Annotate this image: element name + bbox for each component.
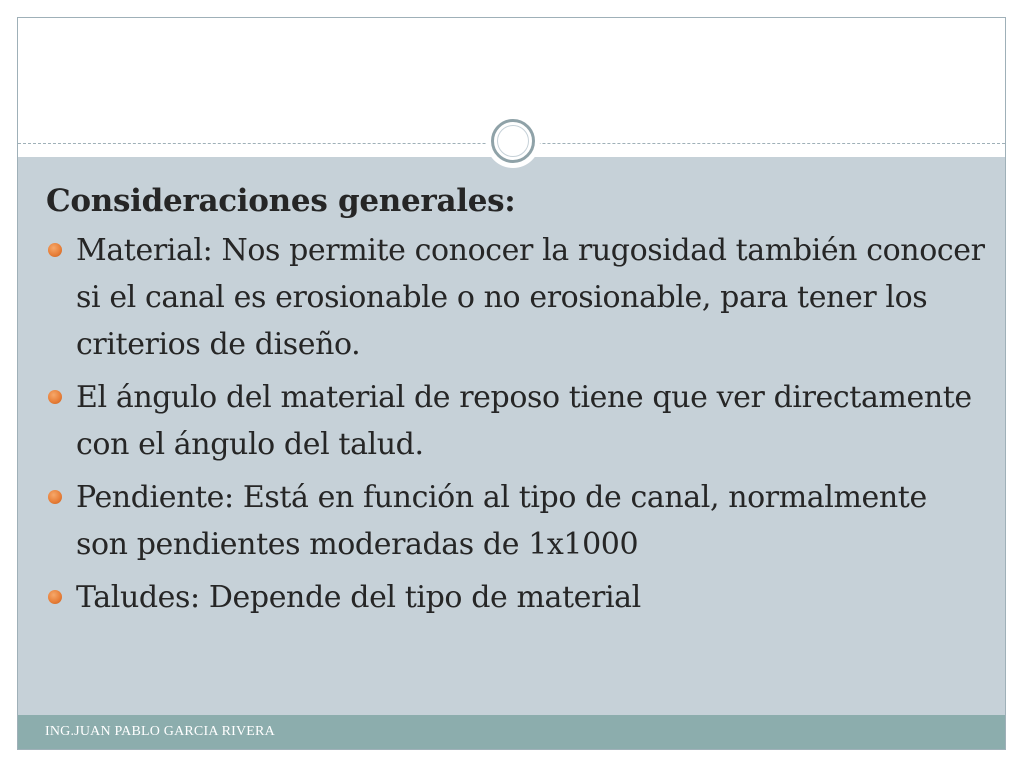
circle-ornament-icon <box>486 114 540 168</box>
bullet-item <box>46 374 986 468</box>
bullet-text: Material: Nos permite conocer la rugosidad también conocer si el canal es erosionable o no erosionable, para tener los criterios de diseño. <box>76 233 985 362</box>
bullet-item <box>46 474 986 568</box>
slide-heading: Consideraciones generales: <box>46 183 516 219</box>
bullet-text: Pendiente: Está en función al tipo de canal, normalmente son pendientes moderadas de 1x1000 <box>76 480 927 562</box>
ornament-ring <box>491 119 535 163</box>
slide-body <box>46 181 986 627</box>
bullet-list <box>46 227 986 621</box>
bullet-text: El ángulo del material de reposo tiene que ver directamente con el ángulo del talud. <box>76 380 972 462</box>
bullet-item <box>46 574 986 621</box>
bullet-item <box>46 227 986 368</box>
bullet-dot-icon <box>48 243 62 257</box>
bullet-dot-icon <box>48 490 62 504</box>
bullet-dot-icon <box>48 590 62 604</box>
slide <box>17 17 1006 750</box>
bullet-dot-icon <box>48 390 62 404</box>
bullet-text: Taludes: Depende del tipo de material <box>76 580 641 615</box>
ornament-inner-ring <box>497 125 529 157</box>
footer-author: ING.JUAN PABLO GARCIA RIVERA <box>45 724 275 739</box>
footer-bar <box>18 715 1005 749</box>
